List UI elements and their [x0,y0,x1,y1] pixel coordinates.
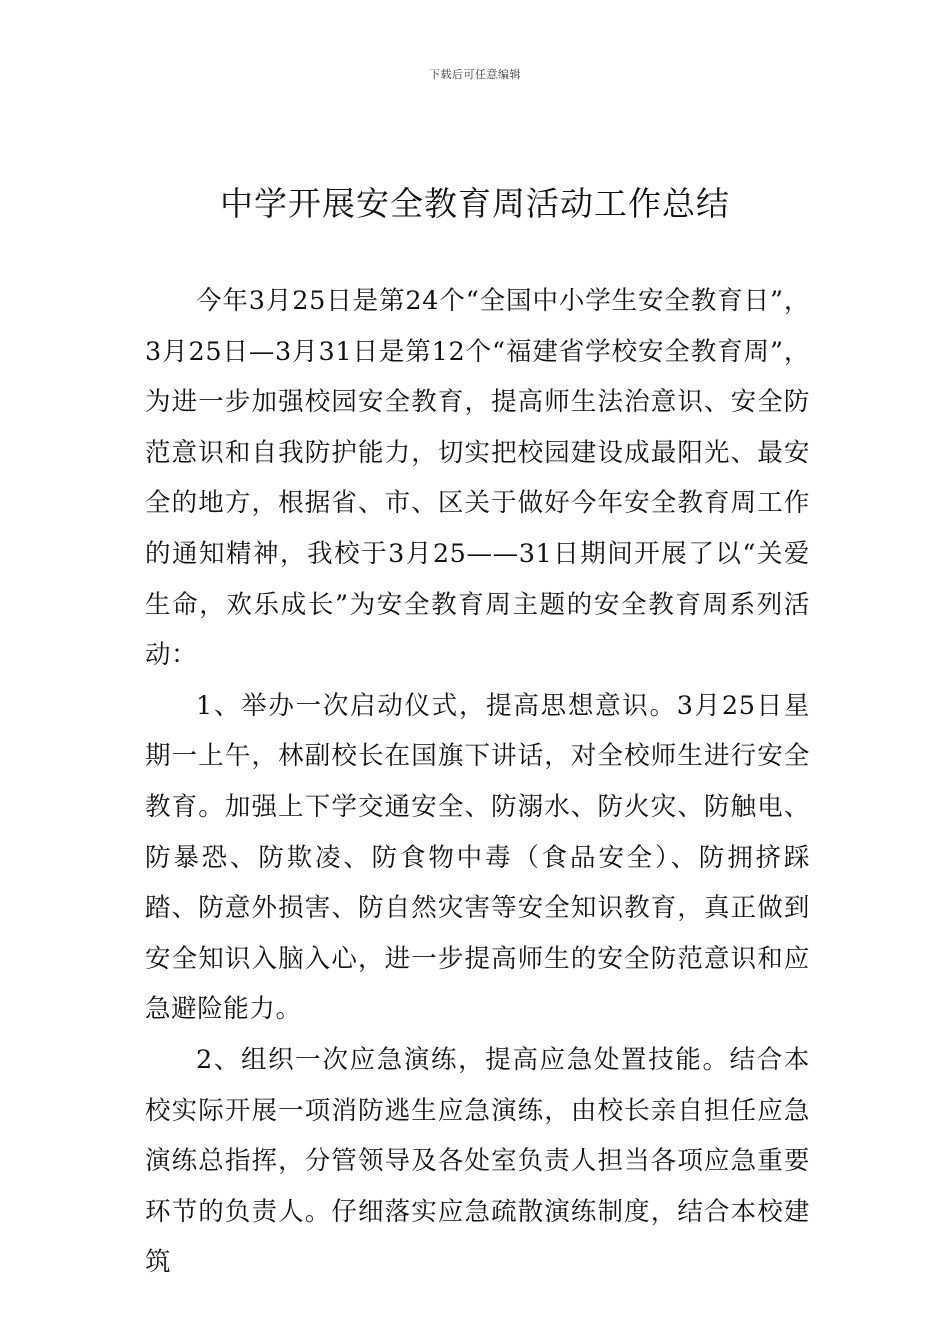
document-title: 中学开展安全教育周活动工作总结 [220,184,730,223]
header-note: 下载后可任意编辑 [429,68,521,81]
paragraph-item-1: 1、举办一次启动仪式，提高思想意识。3月25日星期一上午，林副校长在国旗下讲话，对全校师生进行安全教育。加强上下学交通安全、防溺水、防火灾、防触电、防暴恐、防欺凌、防食物中毒（食品安全）、防拥挤踩踏、防意外损害、防自然灾害等安全知识教育，真正做到安全知识入脑入心，进一步提高师生的安全防范意识和应急避险能力。 [145,690,810,1025]
document-body [145,276,810,1288]
paragraph-intro: 今年3月25日是第24个“全国中小学生安全教育日”，3月25日—3月31日是第12个“福建省学校安全教育周”，为进一步加强校园安全教育，提高师生法治意识、安全防范意识和自我防护能力，切实把校园建设成最阳光、最安全的地方，根据省、市、区关于做好今年安全教育周工作的通知精神，我校于3月25——31日期间开展了以“关爱生命，欢乐成长”为安全教育周主题的安全教育周系列活动： [145,286,810,671]
paragraph-item-2: 2、组织一次应急演练，提高应急处置技能。结合本校实际开展一项消防逃生应急演练，由校长亲自担任应急演练总指挥，分管领导及各处室负责人担当各项应急重要环节的负责人。仔细落实应急疏散演练制度，结合本校建筑 [145,1044,810,1278]
